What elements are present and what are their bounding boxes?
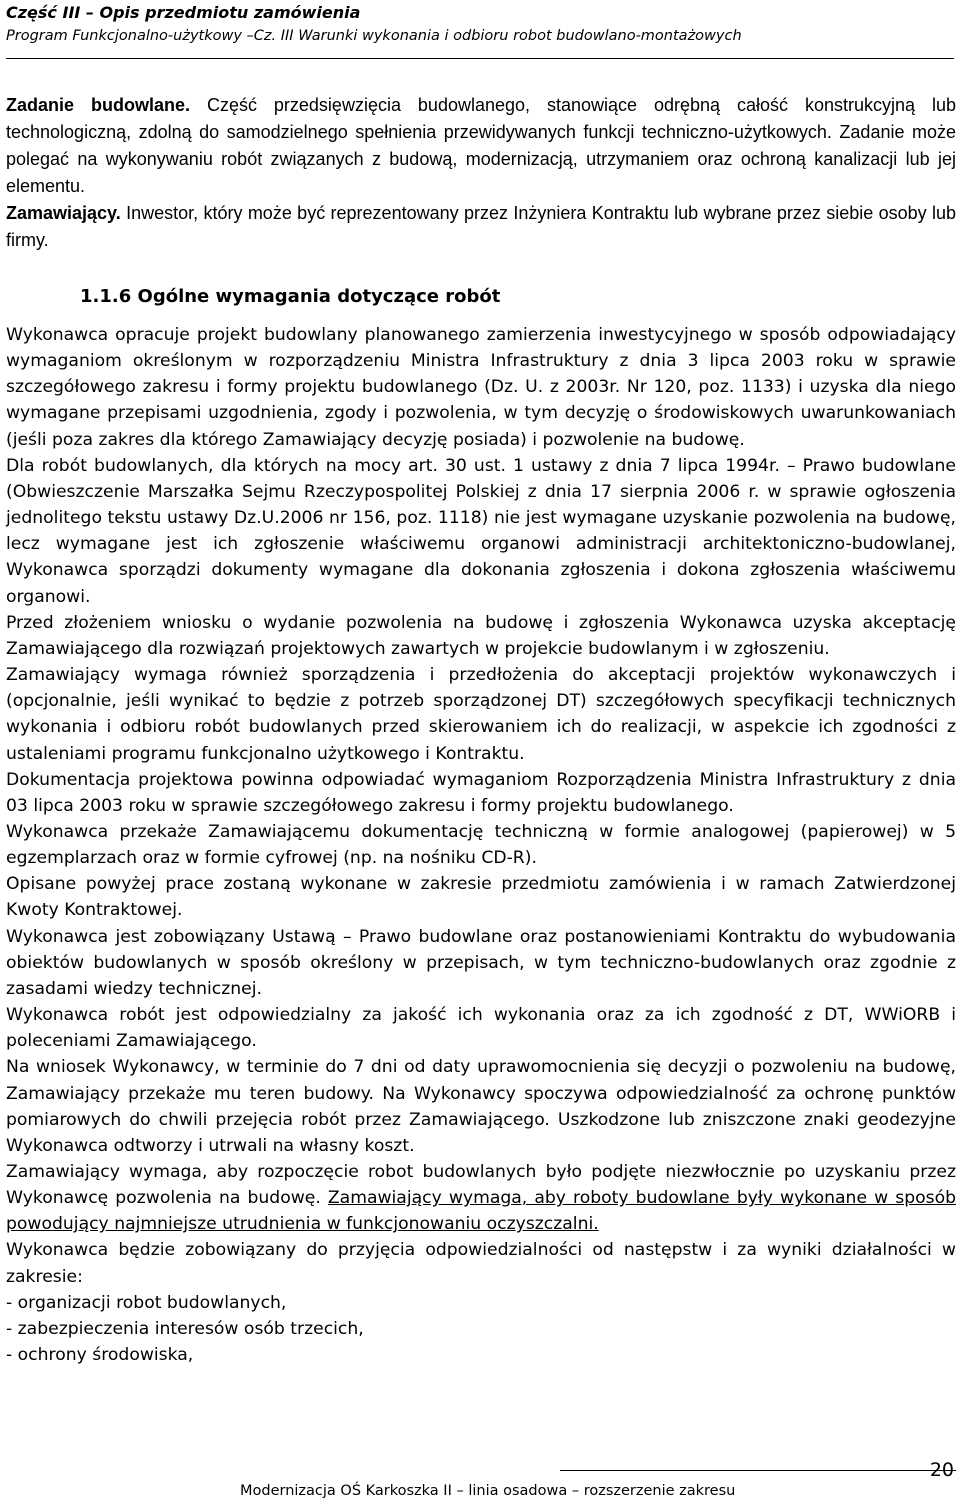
footer-divider bbox=[560, 1470, 956, 1471]
paragraph-plain-part: Zamawiający wymaga, aby rozpoczęcie robot budowlanych było podjęte niezwłocznie po uzyskaniu przez Wykonawcę pozwolenia na budowę. bbox=[6, 1162, 956, 1209]
header-divider bbox=[6, 58, 954, 59]
section-heading: 1.1.6 Ogólne wymagania dotyczące robót bbox=[80, 286, 501, 307]
definition-term: Zadanie budowlane. bbox=[6, 95, 190, 115]
definition-text: Inwestor, który może być reprezentowany przez Inżyniera Kontraktu lub wybrane przez siebie osoby lub firmy. bbox=[6, 203, 956, 250]
paragraph-underlined-part: Zamawiający wymaga, aby roboty budowlane były wykonane w sposób powodujący najmniejsze utrudnienia w funkcjonowaniu oczyszczalni. bbox=[6, 1188, 956, 1235]
page-number: 20 bbox=[929, 1459, 954, 1481]
list-item: - zabezpieczenia interesów osób trzecich, bbox=[6, 1318, 364, 1339]
paragraph: Wykonawca opracuje projekt budowlany planowanego zamierzenia inwestycyjnego w sposób odpowiadający wymaganiom określonym w rozporządzeniu Ministra Infrastruktury z dnia 3 lipca 2003 roku w sprawie szczegółowego zakresu i formy projektu budowlanego (Dz. U. z 2003r. Nr 120, poz. 1133) i uzyska dla niego wymagane przepisami uzgodnienia, zgody i pozwolenia, w tym decyzję o środowiskowych uwarunkowaniach (jeśli poza zakres dla którego Zamawiający decyzję posiada) i pozwolenie na budowę. bbox=[6, 325, 956, 450]
paragraph: Wykonawca będzie zobowiązany do przyjęcia odpowiedzialności od następstw i za wyniki działalności w zakresie: bbox=[6, 1240, 956, 1287]
paragraph-mixed bbox=[6, 1159, 956, 1237]
definition-zamawiajacy bbox=[6, 200, 956, 254]
definitions bbox=[6, 92, 956, 254]
header-title: Część III – Opis przedmiotu zamówienia bbox=[6, 3, 361, 22]
header-subtitle: Program Funkcjonalno-użytkowy –Cz. III Warunki wykonania i odbioru robot budowlano-montażowych bbox=[6, 28, 742, 44]
paragraph: Dokumentacja projektowa powinna odpowiadać wymaganiom Rozporządzenia Ministra Infrastruktury z dnia 03 lipca 2003 roku w sprawie szczegółowego zakresu i formy projektu budowlanego. bbox=[6, 769, 956, 816]
paragraph: Zamawiający wymaga również sporządzenia i przedłożenia do akceptacji projektów wykonawczych i (opcjonalnie, jeśli wynikać to będzie z potrzeb sporządzonej DT) szczegółowych specyfikacji technicznych wykonania i odbioru robót budowlanych przed skierowaniem ich do realizacji, w aspekcie ich zgodności z ustaleniami programu funkcjonalno użytkowego i Kontraktu. bbox=[6, 665, 956, 764]
definition-term: Zamawiający. bbox=[6, 203, 121, 223]
paragraph: Dla robót budowlanych, dla których na mocy art. 30 ust. 1 ustawy z dnia 7 lipca 1994r. – Prawo budowlane (Obwieszczenie Marszałka Sejmu Rzeczypospolitej Polskiej z dnia 17 sierpnia 2006 r. w sprawie ogłoszenia jednolitego tekstu ustawy Dz.U.2006 nr 156, poz. 1118) nie jest wymagane uzyskanie pozwolenia na budowę, lecz wymagane jest ich zgłoszenie właściwemu organowi administracji architektoniczno-budowlanej, Wykonawca sporządzi dokumenty wymagane dla dokonania zgłoszenia i dokona zgłoszenia właściwemu organowi. bbox=[6, 455, 956, 607]
scope-list bbox=[6, 1290, 956, 1368]
section-body bbox=[6, 322, 956, 1368]
paragraph: Na wniosek Wykonawcy, w terminie do 7 dni od daty uprawomocnienia się decyzji o pozwoleniu na budowę, Zamawiający przekaże mu teren budowy. Na Wykonawcy spoczywa odpowiedzialność za ochronę punktów pomiarowych do chwili przejęcia robót przez Zamawiającego. Uszkodzone lub zniszczone znaki geodezyjne Wykonawca odtworzy i utrwali na własny koszt. bbox=[6, 1057, 956, 1156]
footer-text: Modernizacja OŚ Karkoszka II – linia osadowa – rozszerzenie zakresu bbox=[240, 1483, 736, 1499]
paragraph: Wykonawca jest zobowiązany Ustawą – Prawo budowlane oraz postanowieniami Kontraktu do wybudowania obiektów budowlanych w sposób określony w przepisach, w tym techniczno-budowlanych oraz zgodnie z zasadami wiedzy technicznej. bbox=[6, 926, 956, 999]
paragraph: Wykonawca przekaże Zamawiającemu dokumentację techniczną w formie analogowej (papierowej) w 5 egzemplarzach oraz w formie cyfrowej (np. na nośniku CD-R). bbox=[6, 821, 956, 869]
definition-text: Część przedsięwzięcia budowlanego, stanowiące odrębną całość konstrukcyjną lub technologiczną, zdolną do samodzielnego spełnienia przewidywanych funkcji techniczno-użytkowych. Zadanie może polegać na wykonywaniu robót związanych z budową, modernizacją, utrzymaniem oraz ochroną kanalizacji lub jej elementu. bbox=[6, 95, 956, 196]
page-header bbox=[6, 2, 956, 46]
definition-zadanie-budowlane bbox=[6, 92, 956, 200]
paragraph: Wykonawca robót jest odpowiedzialny za jakość ich wykonania oraz za ich zgodność z DT, WWiORB i poleceniami Zamawiającego. bbox=[6, 1005, 956, 1052]
list-item: - organizacji robot budowlanych, bbox=[6, 1292, 287, 1313]
paragraph: Przed złożeniem wniosku o wydanie pozwolenia na budowę i zgłoszenia Wykonawca uzyska akceptację Zamawiającego dla rozwiązań projektowych zawartych w projekcie budowlanym i w zgłoszeniu. bbox=[6, 612, 956, 659]
list-item: - ochrony środowiska, bbox=[6, 1345, 194, 1366]
paragraph: Opisane powyżej prace zostaną wykonane w zakresie przedmiotu zamówienia i w ramach Zatwierdzonej Kwoty Kontraktowej. bbox=[6, 874, 956, 921]
